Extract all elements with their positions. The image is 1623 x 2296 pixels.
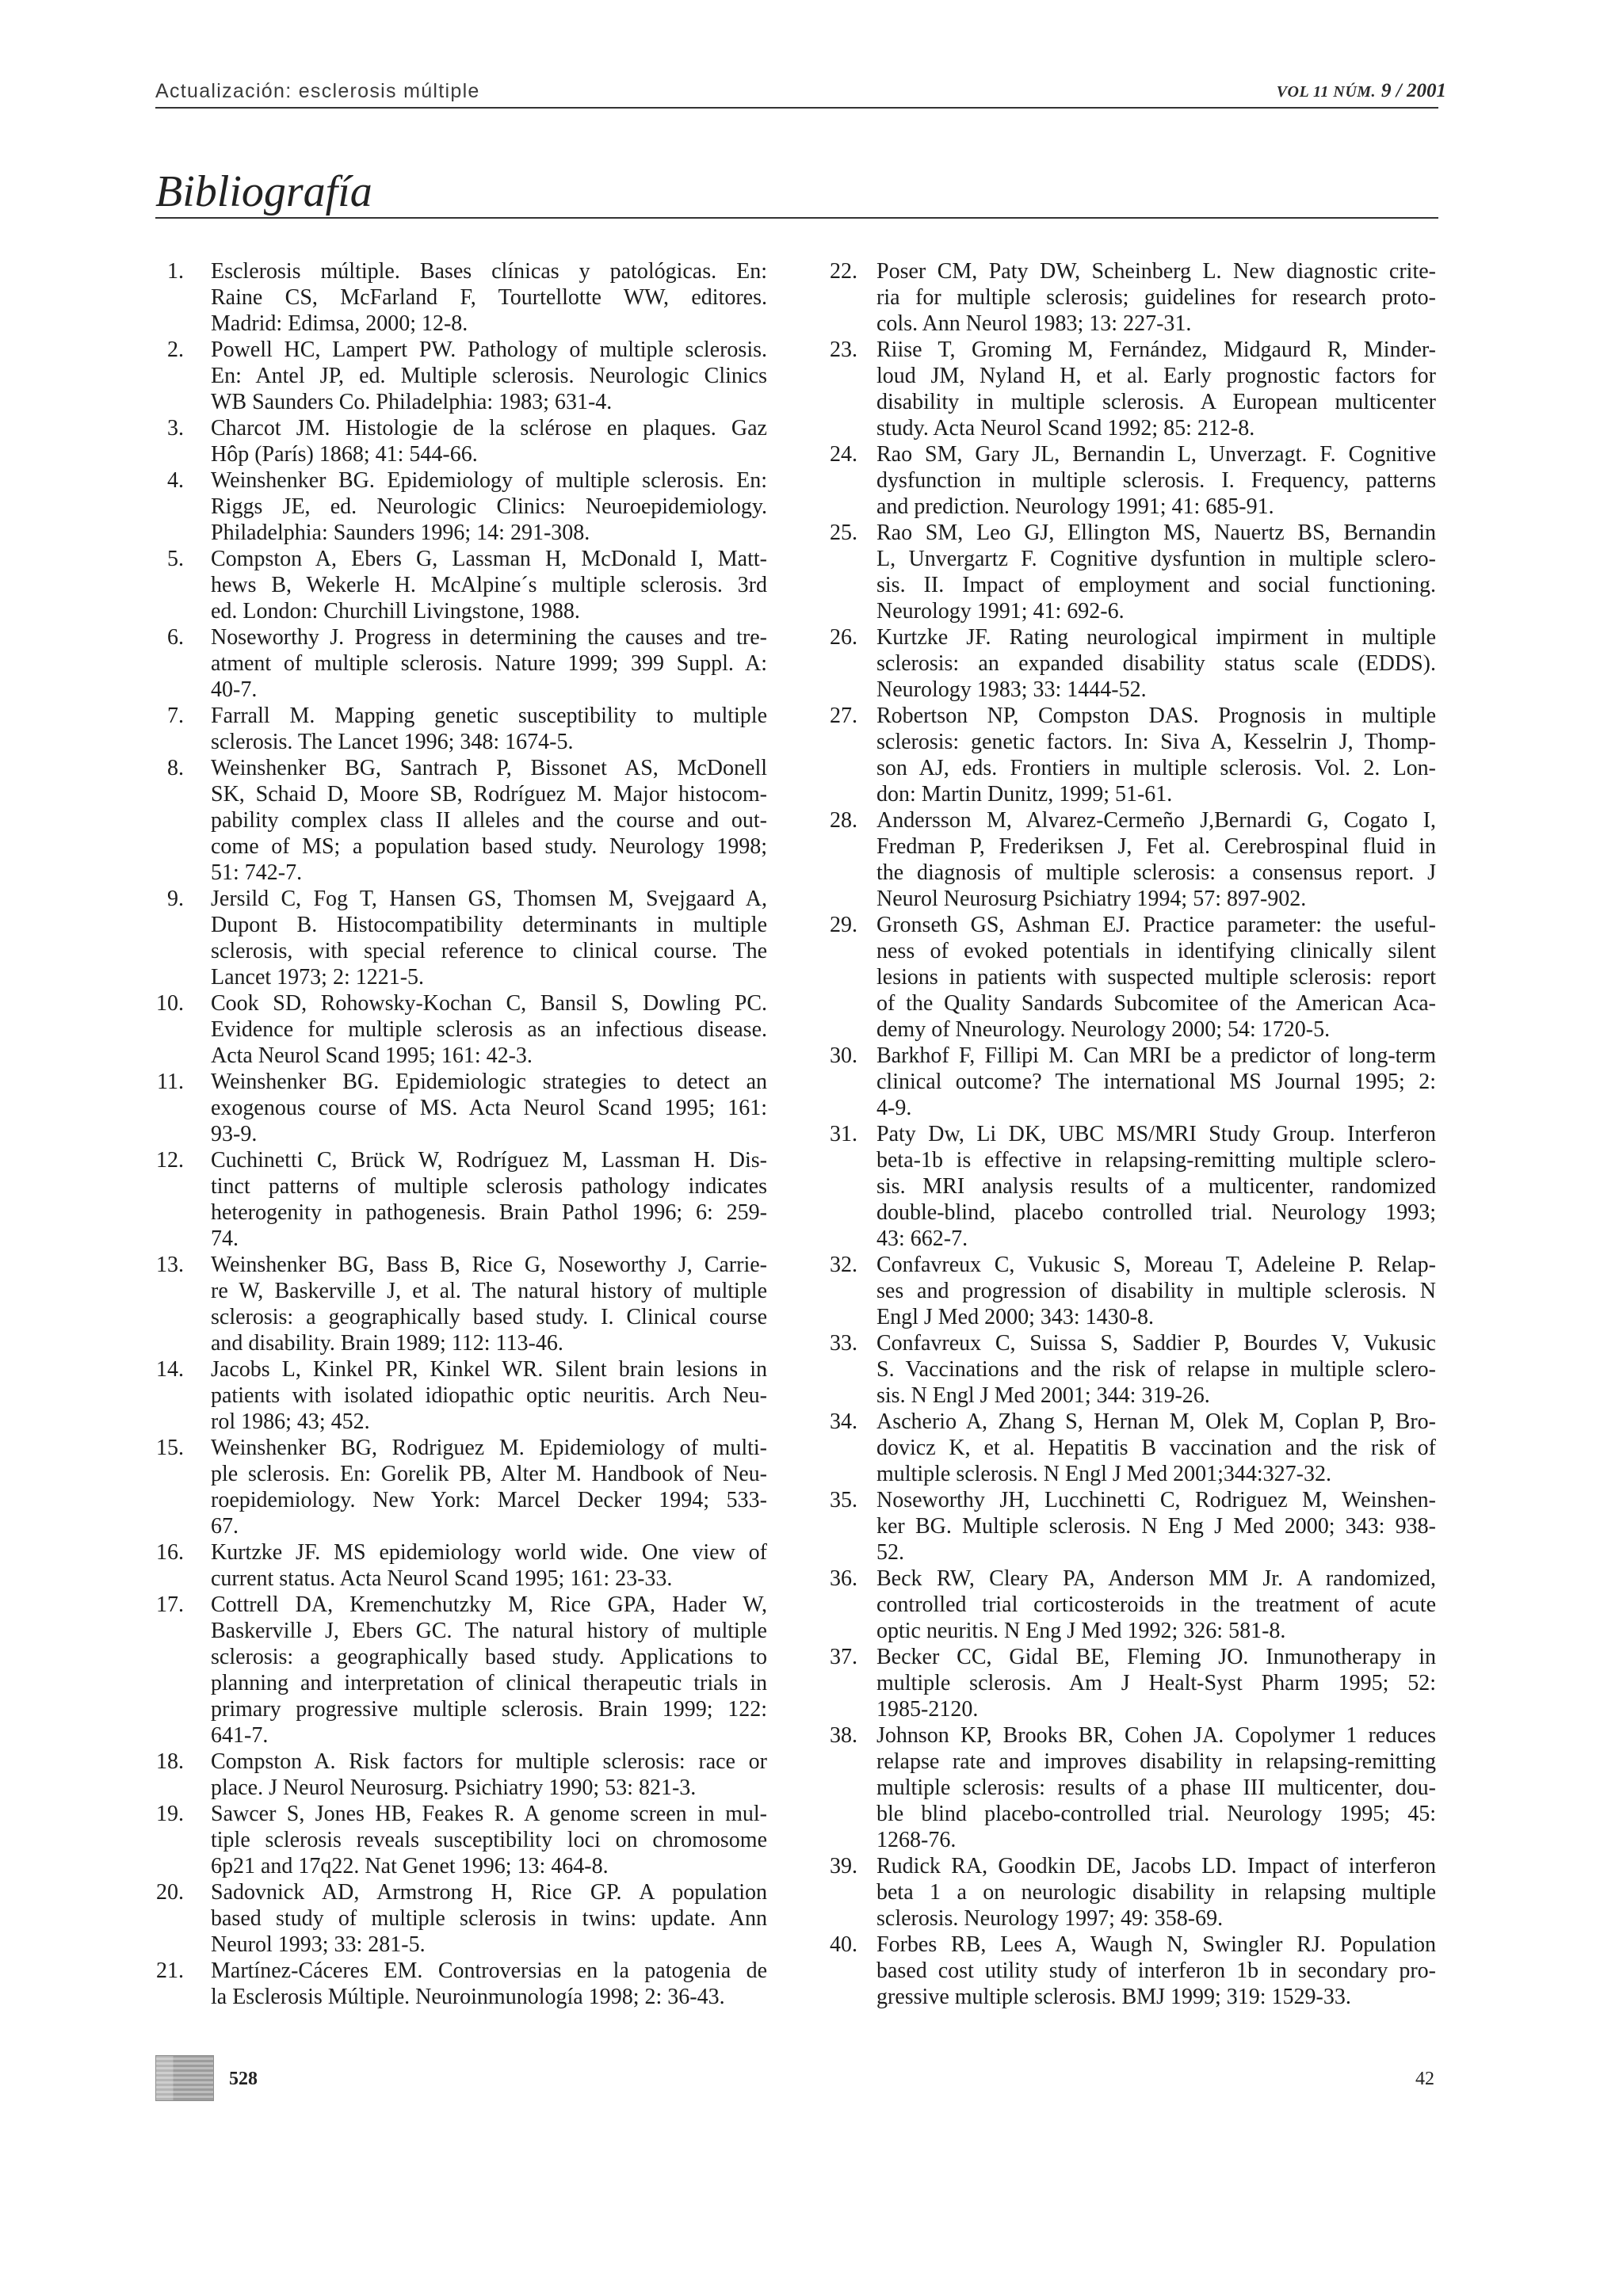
reference-line: Dupont B. Histocompatibility determinants in multiple [211,913,767,937]
reference-text [211,1252,767,1356]
reference-number: 39. [830,1854,857,1878]
reference-line: the diagnosis of multiple sclerosis: a consensus report. J [876,860,1436,885]
reference-text [211,1592,767,1749]
reference-text [876,520,1436,624]
reference-line: Riise T, Groming M, Fernández, Midgaurd R, Minder- [876,338,1436,362]
reference-text [876,807,1436,912]
reference-line: Kurtzke JF. MS epidemiology world wide. One view of [211,1540,767,1565]
reference-line: Neurology 1983; 33: 1444-52. [876,677,1147,702]
reference-line: Baskerville J, Ebers GC. The natural history of multiple [211,1619,767,1643]
reference-item [155,1539,767,1592]
reference-line: multiple sclerosis. Am J Healt-Syst Pharm 1995; 52: [876,1671,1436,1695]
reference-text [211,624,767,703]
reference-item [155,703,767,755]
reference-line: Charcot JM. Histologie de la sclérose en plaques. Gaz [211,416,767,441]
reference-line: la Esclerosis Múltiple. Neuroinmunología 1998; 2: 36-43. [211,1985,725,2009]
reference-text [876,1644,1436,1722]
reference-line: 67. [211,1514,239,1539]
reference-text [876,1853,1436,1932]
reference-text [876,1722,1436,1853]
reference-column-left [155,258,767,2010]
reference-line: sclerosis: genetic factors. In: Siva A, Kesselrin J, Thomp- [876,730,1436,754]
reference-number: 31. [830,1122,857,1146]
reference-item [800,441,1436,520]
reference-line: 43: 662-7. [876,1226,968,1251]
reference-line: Weinshenker BG. Epidemiologic strategies to detect an [211,1070,767,1094]
reference-line: come of MS; a population based study. Neurology 1998; [211,834,767,859]
reference-line: multiple sclerosis: results of a phase III multicenter, dou- [876,1775,1436,1800]
reference-item [800,1853,1436,1932]
reference-number: 1. [167,259,184,284]
reference-line: ble blind placebo-controlled trial. Neurology 1995; 45: [876,1802,1436,1826]
reference-line: Hôp (París) 1868; 41: 544-66. [211,442,478,467]
reference-line: relapse rate and improves disability in relapsing-remitting [876,1749,1436,1774]
header-rule [155,107,1438,109]
reference-item [800,703,1436,807]
reference-number: 16. [156,1540,184,1565]
reference-line: and prediction. Neurology 1991; 41: 685-91. [876,494,1274,519]
reference-line: Evidence for multiple sclerosis as an infectious disease. [211,1017,767,1042]
reference-text [876,912,1436,1043]
reference-line: 40-7. [211,677,258,702]
reference-text [211,337,767,415]
reference-text [211,886,767,990]
reference-line: Gronseth GS, Ashman EJ. Practice parameter: the useful- [876,913,1436,937]
reference-text [211,1958,767,2010]
reference-line: Philadelphia: Saunders 1996; 14: 291-308. [211,521,590,545]
reference-line: dovicz K, et al. Hepatitis B vaccination and the risk of [876,1436,1436,1460]
reference-number: 38. [830,1723,857,1748]
reference-item [155,1252,767,1356]
reference-number: 15. [156,1436,184,1460]
reference-line: sclerosis. Neurology 1997; 49: 358-69. [876,1906,1224,1931]
reference-line: Confavreux C, Vukusic S, Moreau T, Adeleine P. Relap- [876,1253,1436,1277]
section-title: Bibliografía [155,167,372,216]
reference-item [800,520,1436,624]
reference-item [155,886,767,990]
reference-number: 23. [830,338,857,362]
reference-line: atment of multiple sclerosis. Nature 1999; 399 Suppl. A: [211,651,767,676]
reference-line: multiple sclerosis. N Engl J Med 2001;344:327-32. [876,1462,1331,1486]
reference-line: Andersson M, Alvarez-Cermeño J,Bernardi G, Cogato I, [876,808,1436,833]
reference-line: 93-9. [211,1122,258,1146]
reference-number: 27. [830,704,857,728]
reference-item [155,1958,767,2010]
reference-line: Cottrell DA, Kremenchutzky M, Rice GPA, Hader W, [211,1592,767,1617]
reference-line: Cook SD, Rohowsky-Kochan C, Bansil S, Dowling PC. [211,991,767,1016]
reference-number: 32. [830,1253,857,1277]
reference-line: 51: 742-7. [211,860,303,885]
reference-line: based study of multiple sclerosis in twins: update. Ann [211,1906,767,1931]
reference-number: 21. [156,1958,184,1983]
reference-item [155,337,767,415]
reference-line: Esclerosis múltiple. Bases clínicas y patológicas. En: [211,259,767,284]
reference-text [211,415,767,467]
reference-line: cols. Ann Neurol 1983; 13: 227-31. [876,311,1192,336]
title-rule [155,217,1438,219]
reference-text [211,467,767,546]
reference-text [211,755,767,886]
reference-line: Kurtzke JF. Rating neurological impirment in multiple [876,625,1436,650]
reference-text [211,703,767,755]
reference-number: 26. [830,625,857,650]
reference-line: Paty Dw, Li DK, UBC MS/MRI Study Group. Interferon [876,1122,1436,1146]
reference-line: Weinshenker BG. Epidemiology of multiple sclerosis. En: [211,468,767,493]
journal-logo-icon [155,2055,214,2101]
reference-line: Jacobs L, Kinkel PR, Kinkel WR. Silent brain lesions in [211,1357,767,1382]
reference-line: rol 1986; 43; 452. [211,1409,370,1434]
reference-line: 1985-2120. [876,1697,979,1722]
article-page-number: 42 [1415,2069,1434,2089]
reference-text [876,703,1436,807]
reference-number: 4. [167,468,184,493]
reference-line: sclerosis. The Lancet 1996; 348: 1674-5. [211,730,574,754]
reference-line: 1268-76. [876,1828,957,1852]
reference-line: planning and interpretation of clinical therapeutic trials in [211,1671,767,1695]
reference-item [155,1356,767,1435]
reference-number: 18. [156,1749,184,1774]
reference-line: Ascherio A, Zhang S, Hernan M, Olek M, Coplan P, Bro- [876,1409,1436,1434]
reference-line: Rudick RA, Goodkin DE, Jacobs LD. Impact of interferon [876,1854,1436,1878]
volume-label: VOL 11 NÚM. [1276,83,1377,101]
reference-number: 40. [830,1932,857,1957]
reference-text [876,1043,1436,1121]
reference-number: 35. [830,1488,857,1512]
reference-line: Becker CC, Gidal BE, Fleming JO. Inmunotherapy in [876,1645,1436,1669]
reference-text [211,1069,767,1147]
reference-line: SK, Schaid D, Moore SB, Rodríguez M. Major histocom- [211,782,767,807]
reference-line: current status. Acta Neurol Scand 1995; 161: 23-33. [211,1566,673,1591]
reference-text [876,1121,1436,1252]
reference-line: Compston A. Risk factors for multiple sclerosis: race or [211,1749,767,1774]
running-header-issue [1277,78,1446,106]
reference-line: Noseworthy J. Progress in determining the causes and tre- [211,625,767,650]
reference-line: gressive multiple sclerosis. BMJ 1999; 319: 1529-33. [876,1985,1351,2009]
reference-line: tinct patterns of multiple sclerosis pathology indicates [211,1174,767,1199]
reference-line: sclerosis: an expanded disability status scale (EDDS). [876,651,1436,676]
reference-line: sis. MRI analysis results of a multicenter, randomized [876,1174,1436,1199]
reference-text [211,1356,767,1435]
reference-item [800,1330,1436,1409]
reference-line: Robertson NP, Compston DAS. Prognosis in multiple [876,704,1436,728]
reference-line: pability complex class II alleles and the course and out- [211,808,767,833]
reference-item [155,1147,767,1252]
reference-text [876,1932,1436,2010]
reference-line: Weinshenker BG, Santrach P, Bissonet AS, McDonell [211,756,767,780]
reference-line: Rao SM, Gary JL, Bernandin L, Unverzagt. F. Cognitive [876,442,1436,467]
reference-line: place. J Neurol Neurosurg. Psichiatry 1990; 53: 821-3. [211,1775,697,1800]
reference-line: Johnson KP, Brooks BR, Cohen JA. Copolymer 1 reduces [876,1723,1436,1748]
reference-line: beta 1 a on neurologic disability in relapsing multiple [876,1880,1436,1905]
reference-number: 14. [156,1357,184,1382]
reference-number: 7. [167,704,184,728]
reference-text [876,1566,1436,1644]
reference-item [800,1566,1436,1644]
reference-number: 5. [167,547,184,571]
reference-line: clinical outcome? The international MS Journal 1995; 2: [876,1070,1436,1094]
reference-line: of the Quality Sandards Subcomitee of the American Aca- [876,991,1436,1016]
reference-line: Martínez-Cáceres EM. Controversias en la patogenia de [211,1958,767,1983]
reference-number: 28. [830,808,857,833]
reference-line: re W, Baskerville J, et al. The natural history of multiple [211,1279,767,1303]
reference-number: 12. [156,1148,184,1173]
reference-line: Weinshenker BG, Bass B, Rice G, Noseworthy J, Carrie- [211,1253,767,1277]
reference-number: 19. [156,1802,184,1826]
reference-line: L, Unvergartz F. Cognitive dysfuntion in multiple sclero- [876,547,1436,571]
reference-item [155,1435,767,1539]
reference-item [800,258,1436,337]
reference-text [876,337,1436,441]
reference-item [155,1801,767,1879]
reference-line: dysfunction in multiple sclerosis. I. Frequency, patterns [876,468,1436,493]
reference-number: 24. [830,442,857,467]
reference-item [800,1932,1436,2010]
reference-line: optic neuritis. N Eng J Med 1992; 326: 581-8. [876,1619,1286,1643]
reference-line: 74. [211,1226,239,1251]
reference-line: study. Acta Neurol Scand 1992; 85: 212-8. [876,416,1255,441]
reference-item [155,990,767,1069]
reference-line: patients with isolated idiopathic optic neuritis. Arch Neu- [211,1383,767,1408]
reference-line: based cost utility study of interferon 1b in secondary pro- [876,1958,1436,1983]
reference-item [155,1749,767,1801]
reference-line: double-blind, placebo controlled trial. Neurology 1993; [876,1200,1436,1225]
reference-line: Rao SM, Leo GJ, Ellington MS, Nauertz BS, Bernandin [876,521,1436,545]
reference-number: 33. [830,1331,857,1356]
reference-line: heterogenity in pathogenesis. Brain Pathol 1996; 6: 259- [211,1200,767,1225]
reference-line: roepidemiology. New York: Marcel Decker 1994; 533- [211,1488,767,1512]
reference-line: ker BG. Multiple sclerosis. N Eng J Med 2000; 343: 938- [876,1514,1436,1539]
reference-item [800,1252,1436,1330]
reference-item [155,258,767,337]
reference-line: and disability. Brain 1989; 112: 113-46. [211,1331,563,1356]
reference-line: sclerosis, with special reference to clinical course. The [211,939,767,963]
reference-item [155,467,767,546]
reference-line: Compston A, Ebers G, Lassman H, McDonald I, Matt- [211,547,767,571]
reference-number: 9. [167,887,184,911]
reference-line: Fredman P, Frederiksen J, Fet al. Cerebrospinal fluid in [876,834,1436,859]
reference-text [876,1409,1436,1487]
reference-line: Forbes RB, Lees A, Waugh N, Swingler RJ. Population [876,1932,1436,1957]
reference-text [876,624,1436,703]
reference-line: Cuchinetti C, Brück W, Rodríguez M, Lassman H. Dis- [211,1148,767,1173]
reference-number: 11. [157,1070,184,1094]
reference-item [800,807,1436,912]
reference-text [876,1252,1436,1330]
reference-item [155,415,767,467]
reference-number: 2. [167,338,184,362]
reference-line: 641-7. [211,1723,269,1748]
reference-line: ple sclerosis. En: Gorelik PB, Alter M. Handbook of Neu- [211,1462,767,1486]
reference-item [155,546,767,624]
reference-line: Sawcer S, Jones HB, Feakes R. A genome screen in mul- [211,1802,767,1826]
reference-item [800,1722,1436,1853]
reference-text [876,1330,1436,1409]
reference-line: 6p21 and 17q22. Nat Genet 1996; 13: 464-8. [211,1854,609,1878]
reference-text [211,546,767,624]
reference-text [211,1749,767,1801]
reference-number: 36. [830,1566,857,1591]
reference-column-right [800,258,1436,2010]
reference-line: loud JM, Nyland H, et al. Early prognostic factors for [876,364,1436,388]
reference-item [800,337,1436,441]
reference-text [876,1487,1436,1566]
reference-text [211,1435,767,1539]
reference-line: Neurol Neurosurg Psichiatry 1994; 57: 897-902. [876,887,1307,911]
reference-item [155,1879,767,1958]
reference-line: ness of evoked potentials in identifying clinically silent [876,939,1436,963]
journal-page-number: 528 [229,2069,258,2089]
reference-line: Confavreux C, Suissa S, Saddier P, Bourdes V, Vukusic [876,1331,1436,1356]
reference-item [800,1043,1436,1121]
reference-item [800,1644,1436,1722]
reference-line: Raine CS, McFarland F, Tourtellotte WW, editores. [211,285,767,310]
reference-line: controlled trial corticosteroids in the treatment of acute [876,1592,1436,1617]
reference-line: S. Vaccinations and the risk of relapse in multiple sclero- [876,1357,1436,1382]
reference-line: sis. II. Impact of employment and social functioning. [876,573,1436,597]
reference-line: primary progressive multiple sclerosis. Brain 1999; 122: [211,1697,767,1722]
reference-line: don: Martin Dunitz, 1999; 51-61. [876,782,1173,807]
reference-item [800,912,1436,1043]
reference-number: 13. [156,1253,184,1277]
reference-item [800,1487,1436,1566]
reference-number: 6. [167,625,184,650]
reference-text [876,441,1436,520]
reference-line: Powell HC, Lampert PW. Pathology of multiple sclerosis. [211,338,767,362]
reference-line: ses and progression of disability in multiple sclerosis. N [876,1279,1436,1303]
reference-line: En: Antel JP, ed. Multiple sclerosis. Neurologic Clinics [211,364,767,388]
reference-number: 37. [830,1645,857,1669]
reference-line: Neurology 1991; 41: 692-6. [876,599,1125,624]
reference-number: 29. [830,913,857,937]
reference-line: disability in multiple sclerosis. A European multicenter [876,390,1436,414]
reference-number: 17. [156,1592,184,1617]
reference-line: Engl J Med 2000; 343: 1430-8. [876,1305,1154,1329]
reference-line: Acta Neurol Scand 1995; 161: 42-3. [211,1043,533,1068]
reference-number: 20. [156,1880,184,1905]
reference-line: Farrall M. Mapping genetic susceptibility to multiple [211,704,767,728]
reference-item [155,624,767,703]
reference-item [800,1121,1436,1252]
reference-line: sclerosis: a geographically based study. I. Clinical course [211,1305,767,1329]
running-header-section: Actualización: esclerosis múltiple [155,80,480,102]
reference-text [211,258,767,337]
reference-line: Neurol 1993; 33: 281-5. [211,1932,426,1957]
reference-text [876,258,1436,337]
issue-label: 9 / 2001 [1381,80,1446,101]
reference-item [155,755,767,886]
reference-item [800,1409,1436,1487]
reference-number: 30. [830,1043,857,1068]
reference-line: Weinshenker BG, Rodriguez M. Epidemiology of multi- [211,1436,767,1460]
reference-text [211,1879,767,1958]
reference-item [155,1069,767,1147]
reference-line: Beck RW, Cleary PA, Anderson MM Jr. A randomized, [876,1566,1436,1591]
reference-line: hews B, Wekerle H. McAlpine´s multiple sclerosis. 3rd [211,573,767,597]
reference-text [211,1147,767,1252]
reference-line: son AJ, eds. Frontiers in multiple sclerosis. Vol. 2. Lon- [876,756,1436,780]
reference-line: ed. London: Churchill Livingstone, 1988. [211,599,580,624]
reference-line: ria for multiple sclerosis; guidelines for research proto- [876,285,1436,310]
reference-line: Poser CM, Paty DW, Scheinberg L. New diagnostic crite- [876,259,1436,284]
reference-number: 22. [830,259,857,284]
reference-line: lesions in patients with suspected multiple sclerosis: report [876,965,1436,990]
reference-line: exogenous course of MS. Acta Neurol Scand 1995; 161: [211,1096,767,1120]
reference-text [211,1801,767,1879]
reference-line: Noseworthy JH, Lucchinetti C, Rodriguez M, Weinshen- [876,1488,1436,1512]
reference-number: 25. [830,521,857,545]
reference-text [211,990,767,1069]
reference-item [155,1592,767,1749]
reference-line: demy of Nneurology. Neurology 2000; 54: 1720-5. [876,1017,1331,1042]
reference-line: sclerosis: a geographically based study. Applications to [211,1645,767,1669]
reference-line: 4-9. [876,1096,912,1120]
reference-line: beta-1b is effective in relapsing-remitting multiple sclero- [876,1148,1436,1173]
reference-line: Jersild C, Fog T, Hansen GS, Thomsen M, Svejgaard A, [211,887,767,911]
reference-line: WB Saunders Co. Philadelphia: 1983; 631-4. [211,390,613,414]
reference-line: tiple sclerosis reveals susceptibility loci on chromosome [211,1828,767,1852]
reference-number: 8. [167,756,184,780]
reference-line: Riggs JE, ed. Neurologic Clinics: Neuroepidemiology. [211,494,767,519]
reference-line: Lancet 1973; 2: 1221-5. [211,965,425,990]
reference-number: 3. [167,416,184,441]
reference-line: Madrid: Edimsa, 2000; 12-8. [211,311,468,336]
reference-line: Barkhof F, Fillipi M. Can MRI be a predictor of long-term [876,1043,1436,1068]
reference-text [211,1539,767,1592]
reference-line: sis. N Engl J Med 2001; 344: 319-26. [876,1383,1210,1408]
reference-item [800,624,1436,703]
reference-line: Sadovnick AD, Armstrong H, Rice GP. A population [211,1880,767,1905]
reference-number: 10. [156,991,184,1016]
reference-number: 34. [830,1409,857,1434]
reference-line: 52. [876,1540,904,1565]
